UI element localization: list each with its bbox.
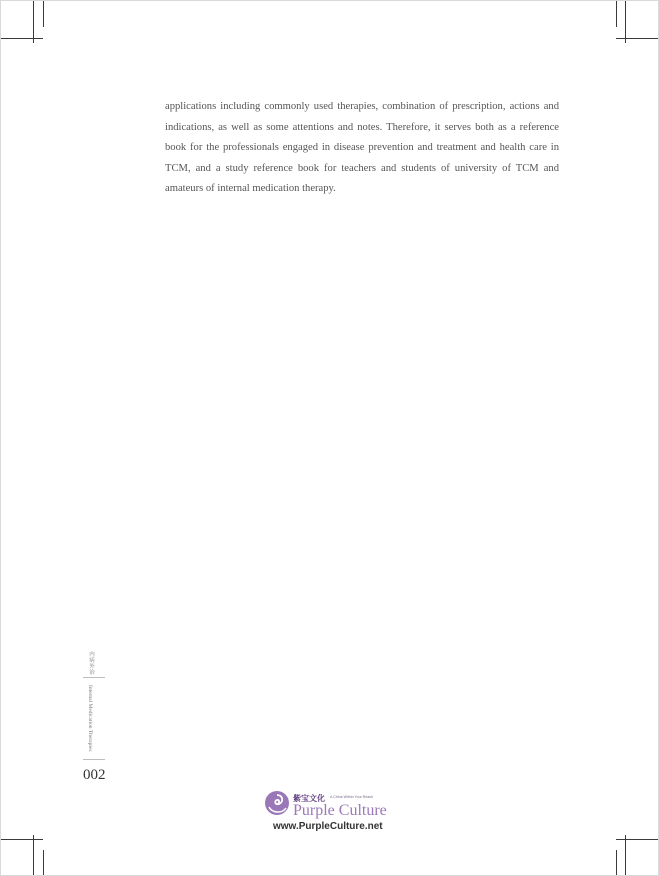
crop-mark [43, 850, 44, 875]
watermark-chinese-name: 紫宝文化 [293, 793, 325, 803]
crop-mark [616, 38, 658, 39]
crop-mark [33, 835, 34, 875]
purple-culture-watermark[interactable] [263, 787, 403, 837]
body-paragraph: applications including commonly used therapies, combination of prescription, actions and indications, as well as some attentions and notes. Therefore, it serves both as a reference book for the professionals engaged in disease prevention and treatment and health care in TCM, and a study reference book for teachers and students of university of TCM and amateurs of internal medication therapy. [165, 101, 559, 194]
watermark-tagline: A China Within Your Reach [330, 795, 374, 799]
crop-mark [1, 839, 43, 840]
crop-mark [616, 839, 658, 840]
crop-mark [33, 1, 34, 43]
rose-logo-icon [263, 787, 293, 819]
margin-chinese-title: 内病外治 [88, 651, 94, 675]
margin-rule [83, 677, 105, 678]
crop-mark [625, 1, 626, 43]
crop-mark [1, 38, 43, 39]
page-number: 002 [83, 767, 106, 783]
margin-rule [83, 759, 105, 760]
crop-mark [43, 1, 44, 27]
crop-mark [625, 835, 626, 875]
crop-mark [616, 850, 617, 875]
watermark-brand: Purple Culture [293, 802, 387, 819]
crop-mark [616, 1, 617, 27]
watermark-url[interactable]: www.PurpleCulture.net [273, 821, 383, 832]
margin-english-title: Internal Medication Therapies [87, 685, 93, 752]
